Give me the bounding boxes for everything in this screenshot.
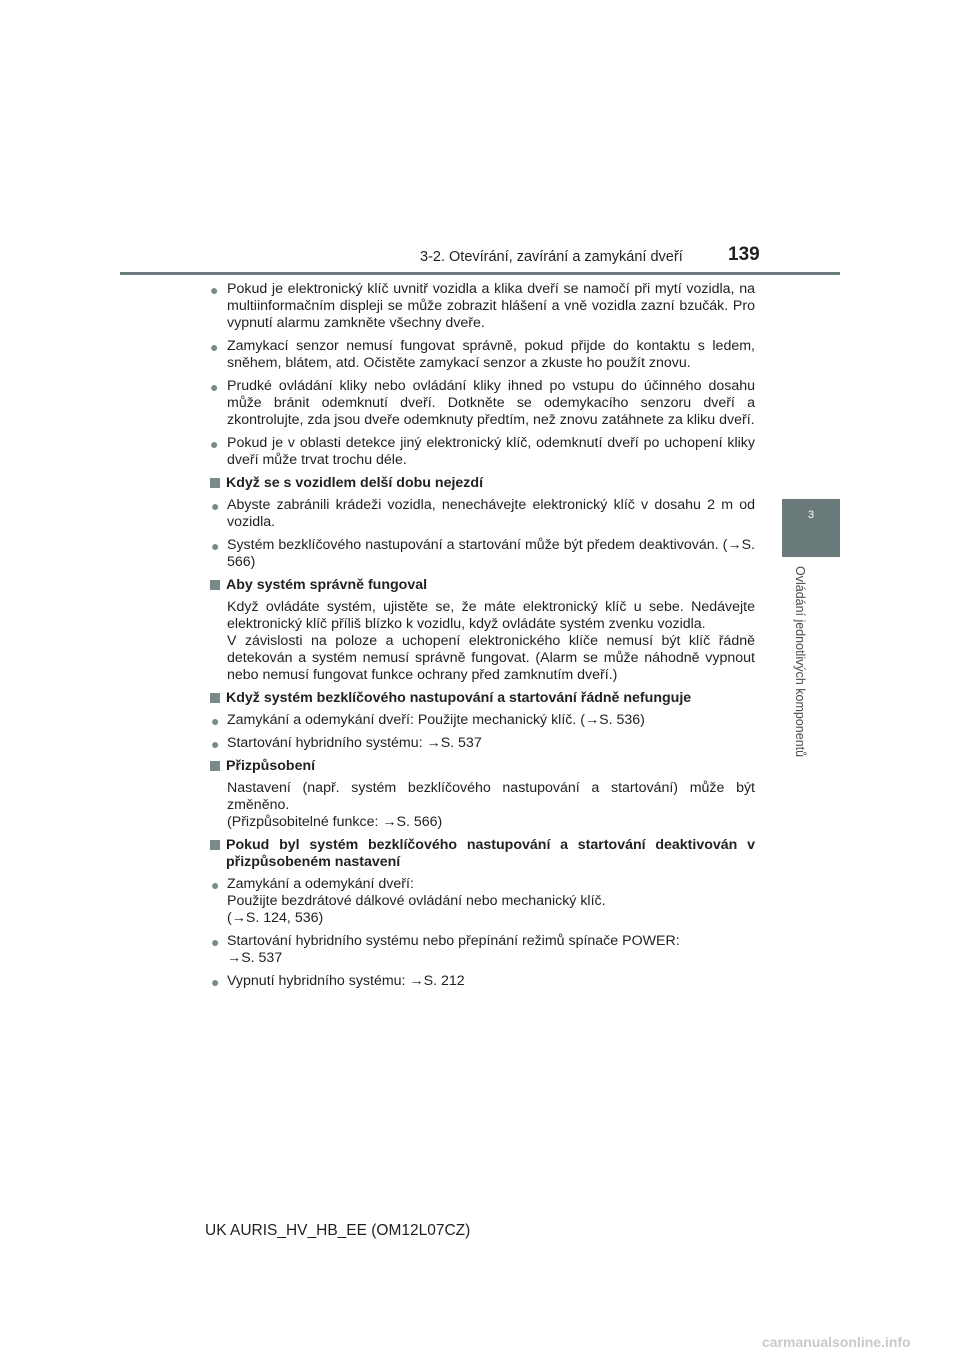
list-item: ● Pokud je v oblasti detekce jiný elektronický klíč, odemknutí dveří po uchopení kliky dveří může trvat trochu déle. bbox=[210, 435, 755, 468]
paragraph: Když ovládáte systém, ujistěte se, že máte elektronický klíč u sebe. Nedávejte elektronický klíč příliš blízko k vozidlu, když ovládáte systém zvenku vozidla. bbox=[227, 599, 755, 632]
paragraph: V závislosti na poloze a uchopení elektronického klíče nemusí být klíč řádně detekován a systém nemusí správně fungovat. (Alarm se může náhodně vypnout nebo nemusí fungovat funkce ochrany před zamknutím dveří.) bbox=[227, 633, 755, 683]
bullet-icon: ● bbox=[211, 877, 220, 893]
header-rule bbox=[120, 272, 840, 275]
watermark: carmanualsonline.info bbox=[762, 1334, 911, 1350]
list-item: ● Zamykání a odemykání dveří: Použijte mechanický klíč. (→S. 536) bbox=[211, 712, 645, 729]
bullet-icon: ● bbox=[211, 538, 220, 554]
section-malfunction bbox=[210, 690, 755, 752]
square-bullet-icon bbox=[210, 478, 220, 488]
section-customization bbox=[210, 758, 755, 831]
bullet-icon: ● bbox=[211, 713, 220, 729]
square-bullet-icon bbox=[210, 761, 220, 771]
section-heading: Aby systém správně fungoval bbox=[210, 577, 755, 594]
section-deactivated bbox=[210, 837, 755, 990]
bullet-icon: ● bbox=[210, 379, 219, 395]
intro-list bbox=[210, 281, 755, 469]
page-number: 139 bbox=[728, 244, 760, 265]
page-footer: UK AURIS_HV_HB_EE (OM12L07CZ) bbox=[205, 1222, 471, 1239]
square-bullet-icon bbox=[210, 580, 220, 590]
chapter-tab-number: 3 bbox=[807, 509, 815, 521]
bullet-icon: ● bbox=[211, 498, 220, 514]
paragraph: Nastavení (např. systém bezklíčového nastupování a startování) může být změněno. bbox=[227, 780, 755, 813]
page-content bbox=[210, 281, 755, 996]
section-proper-operation bbox=[210, 577, 755, 684]
bullet-icon: ● bbox=[211, 934, 220, 950]
bullet-icon: ● bbox=[210, 339, 219, 355]
list-item: ● Systém bezklíčového nastupování a startování může být předem deaktivován. (→S. 566) bbox=[211, 537, 755, 570]
section-heading: Přizpůsobení bbox=[210, 758, 755, 775]
bullet-icon: ● bbox=[210, 282, 219, 298]
list-item: ● Zamykání a odemykání dveří: Použijte bezdrátové dálkové ovládání nebo mechanický klíč. (→S. 124, 536) bbox=[211, 876, 606, 926]
list-item: ● Abyste zabránili krádeži vozidla, nenechávejte elektronický klíč v dosahu 2 m od vozidla. bbox=[211, 497, 755, 530]
chapter-tab-label: Ovládání jednotlivých komponentů bbox=[793, 566, 807, 758]
list-item: ● Pokud je elektronický klíč uvnitř vozidla a klika dveří se namočí při mytí vozidla, na multiinformačním displeji se může zobrazit hlášení a vně vozidla zazní bzučák. Pro vypnutí alarmu zamkněte všechny dveře. bbox=[210, 281, 755, 331]
bullet-icon: ● bbox=[210, 436, 219, 452]
list-item: ● Prudké ovládání kliky nebo ovládání kliky ihned po vstupu do účinného dosahu může bránit odemknutí dveří. Dotkněte se odemykacího senzoru dveří a zkontrolujte, zda jsou dveře odemknuty předtím, než znovu zatáhnete za kliku dveří. bbox=[210, 378, 755, 428]
list-item: ● Zamykací senzor nemusí fungovat správně, pokud přijde do kontaktu s ledem, sněhem, blátem, atd. Očistěte zamykací senzor a zkuste ho použít znovu. bbox=[210, 338, 755, 371]
chapter-tab[interactable] bbox=[782, 499, 840, 557]
list-item: ● Startování hybridního systému: →S. 537 bbox=[211, 735, 482, 752]
square-bullet-icon bbox=[210, 693, 220, 703]
paragraph: (Přizpůsobitelné funkce: →S. 566) bbox=[227, 814, 443, 830]
list-item: ● Vypnutí hybridního systému: →S. 212 bbox=[211, 973, 465, 990]
section-heading: Pokud byl systém bezklíčového nastupování a startování deaktivován v přizpůsobeném nastavení bbox=[210, 837, 755, 871]
section-heading: Když se s vozidlem delší dobu nejezdí bbox=[210, 475, 755, 492]
section-heading: Když systém bezklíčového nastupování a startování řádně nefunguje bbox=[210, 690, 755, 707]
list-item: ● Startování hybridního systému nebo přepínání režimů spínače POWER: →S. 537 bbox=[211, 933, 680, 966]
running-header-title: 3-2. Otevírání, zavírání a zamykání dveří bbox=[420, 249, 683, 265]
bullet-icon: ● bbox=[211, 736, 220, 752]
section-long-idle bbox=[210, 475, 755, 571]
bullet-icon: ● bbox=[211, 974, 220, 990]
square-bullet-icon bbox=[210, 840, 220, 850]
